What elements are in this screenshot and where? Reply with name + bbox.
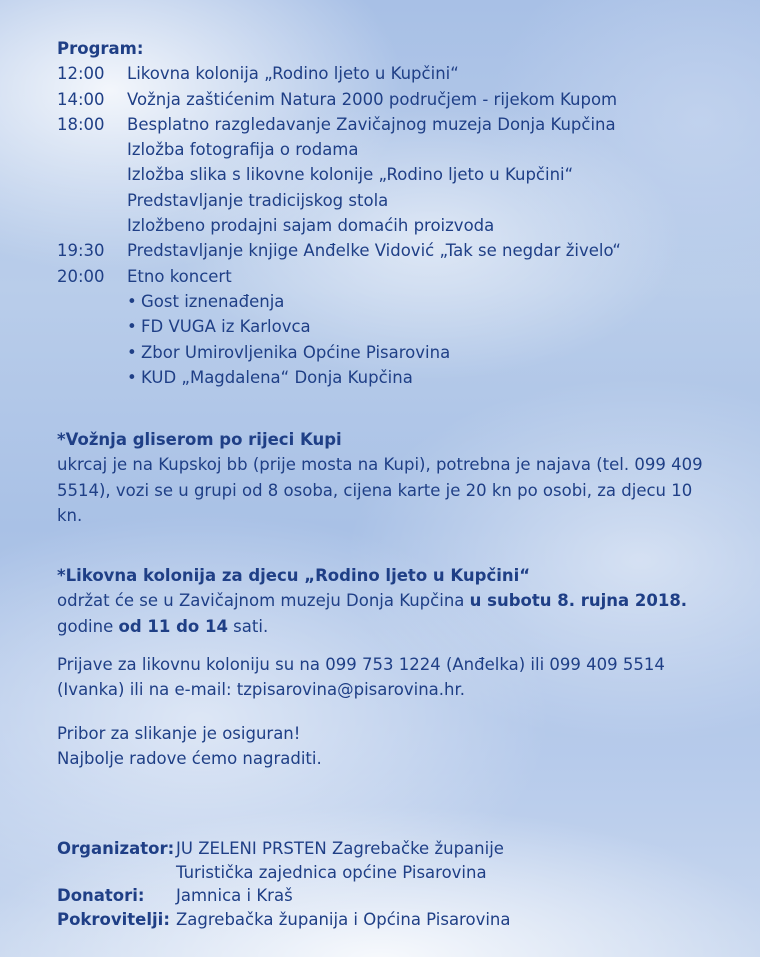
patrons-value: Zagrebačka županija i Općina Pisarovina	[176, 910, 511, 930]
kids-text	[57, 588, 717, 639]
kids-title: *Likovna kolonija za djecu „Rodino ljeto u Kupčini“	[57, 566, 531, 585]
entry-time: 20:00	[57, 266, 105, 286]
concert-item-label: Zbor Umirovljenika Općine Pisarovina	[141, 342, 451, 362]
donors-value: Jamnica i Kraš	[176, 886, 293, 906]
patrons-label: Pokrovitelji:	[57, 910, 170, 930]
entry-text: Izložba slika s likovne kolonije „Rodino ljeto u Kupčini“	[127, 165, 574, 185]
credits-section	[57, 837, 511, 932]
entry-text: Predstavljanje knjige Anđelke Vidović „Tak se negdar živelo“	[127, 241, 621, 261]
kids-text-part: sati.	[227, 616, 269, 636]
organizer-value: JU ZELENI PRSTEN Zagrebačke županije	[176, 839, 504, 858]
entry-text: Vožnja zaštićenim Natura 2000 područjem - rijekom Kupom	[127, 89, 618, 109]
bullet-icon: •	[127, 291, 137, 311]
kids-text-part: održat će se u Zavičajnom muzeju Donja Kupčina	[57, 591, 470, 611]
kids-text-part: godine	[57, 616, 119, 636]
bullet-icon: •	[127, 342, 137, 362]
concert-item	[57, 340, 621, 365]
bullet-icon: •	[127, 317, 137, 337]
concert-item	[57, 365, 621, 390]
entry-text: Likovna kolonija „Rodino ljeto u Kupčini“	[127, 64, 459, 84]
bullet-icon: •	[127, 367, 137, 387]
entry-text: Izložba fotografija o rodama	[127, 140, 359, 160]
notes	[57, 721, 717, 772]
kids-section	[57, 563, 717, 639]
kids-hours: od 11 do 14	[118, 616, 228, 636]
patrons-row	[57, 908, 511, 932]
kids-date: u subotu 8. rujna 2018.	[469, 591, 688, 611]
entry-text: Etno koncert	[127, 266, 232, 286]
concert-item	[57, 314, 621, 339]
program-entry	[57, 87, 621, 112]
entry-time: 18:00	[57, 114, 105, 134]
program-entry	[57, 112, 621, 137]
organizer-row	[57, 861, 511, 885]
donors-row	[57, 884, 511, 908]
signup-text: Prijave za likovnu koloniju su na 099 753 1224 (Anđelka) ili 099 409 5514 (Ivanka) ili na e-mail: tzpisarovina@pisarovina.hr.	[57, 655, 665, 700]
entry-time: 14:00	[57, 89, 105, 109]
note-line: Pribor za slikanje je osiguran!	[57, 724, 301, 743]
entry-text: Besplatno razgledavanje Zavičajnog muzeja Donja Kupčina	[127, 114, 616, 134]
entry-time: 12:00	[57, 64, 105, 84]
concert-item-label: KUD „Magdalena“ Donja Kupčina	[141, 367, 413, 387]
entry-time: 19:30	[57, 241, 105, 261]
concert-item	[57, 289, 621, 314]
program-title: Program:	[57, 39, 144, 58]
concert-item-label: FD VUGA iz Karlovca	[141, 317, 311, 337]
organizer-value: Turistička zajednica općine Pisarovina	[176, 862, 487, 882]
entry-text: Predstavljanje tradicijskog stola	[127, 190, 389, 210]
boat-title: *Vožnja gliserom po rijeci Kupi	[57, 430, 342, 449]
organizer-row	[57, 837, 511, 861]
program-section	[57, 36, 621, 390]
program-entry	[57, 238, 621, 263]
program-entry	[57, 264, 621, 289]
organizer-label: Organizator:	[57, 839, 175, 858]
boat-section	[57, 427, 717, 528]
donors-label: Donatori:	[57, 886, 145, 906]
entry-text: Izložbeno prodajni sajam domaćih proizvoda	[127, 216, 495, 236]
boat-text: ukrcaj je na Kupskoj bb (prije mosta na Kupi), potrebna je najava (tel. 099 409 5514), vozi se u grupi od 8 osoba, cijena karte je 20 kn po osobi, za djecu 10 kn.	[57, 455, 703, 525]
program-entry	[57, 61, 621, 86]
note-line: Najbolje radove ćemo nagraditi.	[57, 749, 322, 769]
concert-item-label: Gost iznenađenja	[141, 291, 285, 311]
